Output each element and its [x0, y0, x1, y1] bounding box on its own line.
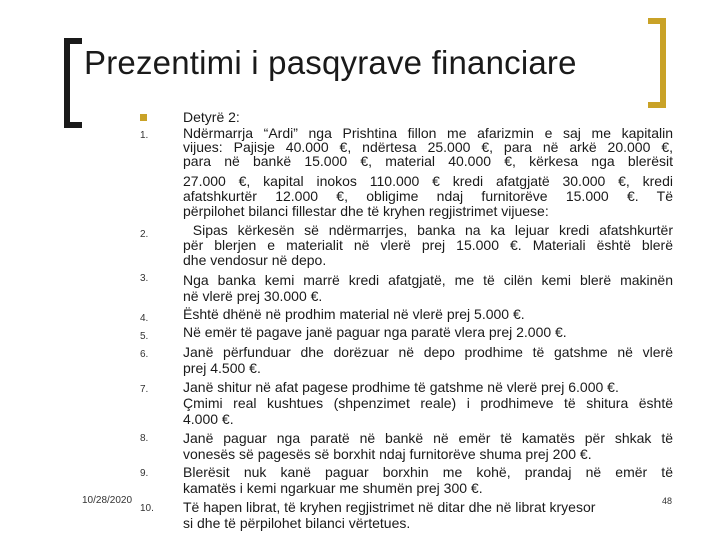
- text-line: para në bankë 15.000 €, material 40.000 €, kërkesa nga blerësit: [183, 153, 673, 169]
- right-bracket: [660, 18, 666, 108]
- text-line: prej 4.500 €.: [183, 360, 261, 376]
- list-number: 8.: [140, 433, 149, 444]
- list-number: 3.: [140, 273, 149, 284]
- text-line: Sipas kërkesën së ndërmarrjes, banka na ka lejuar kredi afatshkurtër: [183, 222, 673, 238]
- list-number: 6.: [140, 349, 149, 360]
- text-line: vijues: Pajisje 40.000 €, ndërtesa 25.000 €, para në arkë 20.000 €,: [183, 139, 673, 155]
- text-line: kamatës i kemi ngarkuar me shumën prej 300 €.: [183, 480, 483, 496]
- list-number: 2.: [140, 229, 149, 240]
- slide-title: Prezentimi i pasqyrave financiare: [84, 44, 577, 81]
- right-bracket-bottom: [648, 102, 666, 108]
- text-line: në vlerë prej 30.000 €.: [183, 288, 323, 304]
- bullet-square-icon: [140, 114, 147, 121]
- text-line: Detyrë 2:: [183, 109, 240, 125]
- text-line: Janë përfunduar dhe dorëzuar në depo prodhime të gatshme në vlerë: [183, 344, 673, 360]
- text-line: Të hapen librat, të kryhen regjistrimet në ditar dhe në librat kryesor: [183, 499, 596, 515]
- text-line: Çmimi real kushtues (shpenzimet reale) i prodhimeve të shitura është: [183, 395, 673, 411]
- list-number: 9.: [140, 468, 149, 479]
- text-line: Nga banka kemi marrë kredi afatgjatë, me të cilën kemi blerë makinën: [183, 272, 673, 288]
- text-line: Në emër të pagave janë paguar nga paratë vlera prej 2.000 €.: [183, 324, 567, 340]
- text-line: përpilohet bilanci fillestar dhe të kryhen regjistrimet vijuese:: [183, 203, 549, 219]
- list-number: 1.: [140, 130, 149, 141]
- text-line: Janë paguar nga paratë në bankë në emër të kamatës për shkak të: [183, 430, 673, 446]
- text-line: dhe vendosur në depo.: [183, 252, 327, 268]
- text-line: vonesës së pagesës së borxhit ndaj furnitorëve shuma prej 200 €.: [183, 446, 592, 462]
- text-line: për blerjen e materialit në vlerë prej 15.000 €. Materiali është blerë: [183, 237, 673, 253]
- list-number: 10.: [140, 503, 154, 514]
- right-bracket-top: [648, 18, 666, 24]
- slide-date: 10/28/2020: [82, 495, 133, 506]
- left-bracket-bottom: [64, 122, 82, 128]
- text-line: 27.000 €, kapital inokos 110.000 € kredi afatgjatë 30.000 €, kredi: [183, 173, 673, 189]
- list-number: 4.: [140, 313, 149, 324]
- text-line: Blerësit nuk kanë paguar borxhin me kohë, prandaj në emër të: [183, 464, 673, 480]
- text-line: si dhe të përpilohet bilanci vërtetues.: [183, 515, 411, 531]
- list-number: 5.: [140, 331, 149, 342]
- page-number: 48: [662, 496, 673, 506]
- text-line: Ndërmarrja “Ardi” nga Prishtina fillon me afarizmin e saj me kapitalin: [183, 125, 673, 141]
- text-line: Është dhënë në prodhim material në vlerë prej 5.000 €.: [183, 306, 525, 322]
- left-bracket-top: [64, 38, 82, 44]
- text-line: Janë shitur në afat pagese prodhime të gatshme në vlerë prej 6.000 €.: [183, 379, 619, 395]
- left-bracket: [64, 38, 70, 128]
- text-line: afatshkurtër 12.000 €, obligime ndaj furnitorëve 15.000 €. Të: [183, 188, 673, 204]
- text-line: 4.000 €.: [183, 411, 234, 427]
- list-number: 7.: [140, 384, 149, 395]
